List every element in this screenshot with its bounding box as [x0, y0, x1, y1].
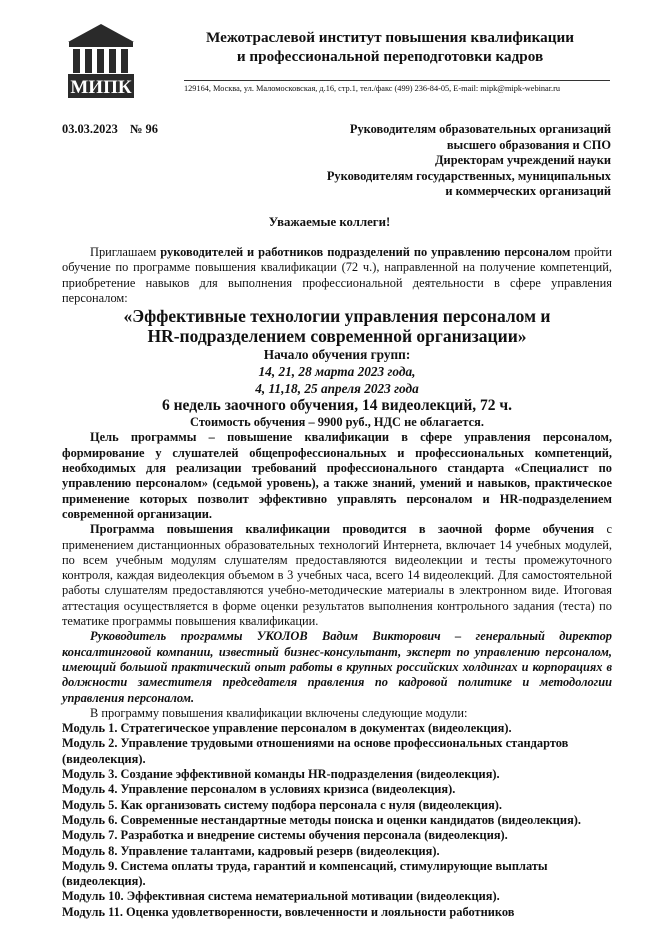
institute-name-line1: Межотраслевой институт повышения квалификации: [205, 29, 575, 46]
dates-march: 14, 21, 28 марта 2023 года,: [258, 364, 416, 380]
intro-bold: руководителей и работников подразделений по управлению персоналом: [160, 245, 571, 259]
list-item: Модуль 5. Как организовать систему подбора персонала с нуля (видеолекция).: [62, 797, 503, 812]
list-item: Модуль 11. Оценка удовлетворенности, вовлеченности и лояльности работников: [62, 904, 515, 919]
institute-name-line2: и профессиональной переподготовки кадров: [236, 48, 544, 65]
program-format: 6 недель заочного обучения, 14 видеолекций, 72 ч.: [161, 397, 512, 415]
program-title-line1: «Эффективные технологии управления персоналом и: [123, 306, 551, 327]
list-item: Модуль 7. Разработка и внедрение системы обучения персонала (видеолекция).: [62, 828, 508, 843]
recipients-block: [327, 122, 611, 200]
intro-post: пройти обучение по программе повышения квалификации (72 ч.), направленной на получение компетенций, приобретение навыков для выполнения профессиональной деятельности в сфере управления персоналом:: [62, 245, 612, 305]
recipient-line: Директорам учреждений науки: [435, 153, 611, 167]
recipient-line: и коммерческих организаций: [445, 184, 611, 198]
letter-date: 03.03.2023: [62, 122, 118, 136]
list-item: Модуль 1. Стратегическое управление персоналом в документах (видеолекция).: [62, 721, 512, 736]
program-cost: Стоимость обучения – 9900 руб., НДС не облагается.: [190, 415, 484, 430]
logo-text: МИПК: [70, 77, 132, 98]
header-divider: [184, 80, 610, 81]
recipient-line: Руководителям государственных, муниципальных: [326, 168, 611, 183]
list-item: Модуль 3. Создание эффективной команды HR-подразделения (видеолекция).: [62, 767, 500, 782]
institute-logo: [66, 22, 136, 100]
list-item: Модуль 9. Система оплаты труда, гарантий и компенсаций, стимулирующие выплаты (видеолекция).: [62, 858, 548, 889]
list-item: Модуль 6. Современные нестандартные методы поиска и оценки кандидатов (видеолекция).: [62, 812, 582, 827]
program-title-line2: HR-подразделением современной организации»: [147, 326, 527, 347]
recipient-line: высшего образования и СПО: [446, 137, 611, 152]
intro-paragraph: [62, 245, 612, 306]
intro-pre: Приглашаем: [90, 245, 161, 259]
program-goal: Цель программы – повышение квалификации в сфере управления персоналом, формирование у слушателей общепрофессиональных и профессиональных компетенций, необходимых для реализации требований профессионального стандарта «Специалист по управлению персоналом» (седьмой уровень), а также знаний, умений и навыков, практическое применение которых позволит эффективно управлять персоналом и HR-подразделением современной организации.: [62, 430, 612, 521]
list-item: Модуль 4. Управление персоналом в условиях кризиса (видеолекция).: [62, 782, 456, 797]
start-label: Начало обучения групп:: [263, 347, 411, 363]
format-post: с применением дистанционных образовательных технологий Интернета, включает 14 учебных модулей, по всем учебным модулям слушателям предоставляются видеолекции и тесты промежуточного контроля, каждая видеолекция объемом в 3 учебных часа, всего 14 видеолекций. Для самостоятельной работы слушателям предоставляются учебно-методические материалы в электронном виде. Итоговая аттестация осуществляется в форме оценки результатов выполнения контрольного задания (теста) по тематике программы повышения квалификации.: [62, 522, 612, 629]
list-item: Модуль 8. Управление талантами, кадровый резерв (видеолекция).: [62, 843, 440, 858]
modules-list: [62, 721, 612, 920]
list-item: Модуль 2. Управление трудовыми отношениями на основе профессиональных стандартов (видеолекция).: [62, 736, 569, 766]
dates-april: 4, 11,18, 25 апреля 2023 года: [255, 381, 419, 397]
greeting: Уважаемые коллеги!: [268, 215, 391, 229]
format-bold: Программа повышения квалификации проводится в заочной форме обучения: [90, 522, 595, 537]
letter-number: № 96: [130, 122, 158, 136]
modules-intro: В программу повышения квалификации включены следующие модули:: [90, 705, 468, 720]
format-paragraph: [62, 522, 612, 629]
list-item: Модуль 10. Эффективная система нематериальной мотивации (видеолекция).: [62, 889, 500, 904]
institute-address: 129164, Москва, ул. Маломосковская, д.16, стр.1, тел./факс (499) 236-84-05, E-mail: mipk@mipk-webinar.ru: [184, 84, 561, 93]
letter-body: [62, 245, 612, 920]
institute-name: [140, 28, 640, 66]
program-leader: Руководитель программы УКОЛОВ Вадим Викторович – генеральный директор консалтинговой компании, известный бизнес-консультант, эксперт по управлению персоналом, имеющий большой практический опыт работы в крупных российских холдингах и корпорациях в должности заместителя председателя правления по кадровой политике и методологии управления персоналом.: [62, 629, 612, 705]
recipient-line: Руководителям образовательных организаций: [349, 122, 611, 136]
